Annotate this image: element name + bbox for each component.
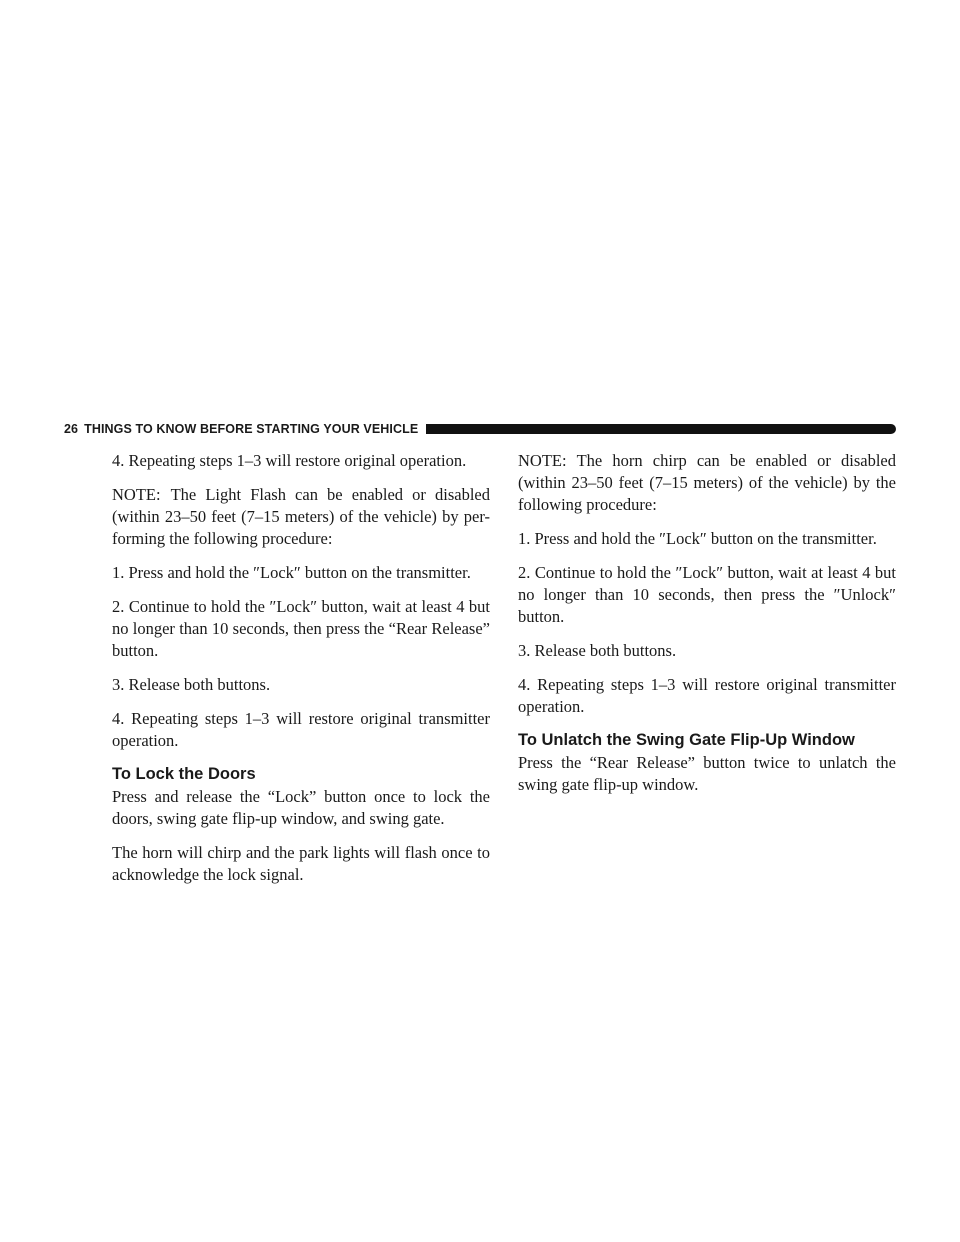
note-label: NOTE: [518, 451, 567, 470]
lock-doors-heading: To Lock the Doors [112, 765, 256, 783]
step-2: 2. Continue to hold the ″Lock″ button, wait at least 4 but no longer than 10 seconds, then press the ″Unlock″ button. [518, 563, 896, 626]
step-2: 2. Continue to hold the ″Lock″ button, wait at least 4 but no longer than 10 seconds, then press the “Rear Release” button. [112, 597, 490, 660]
page-header [64, 422, 896, 436]
note-text: The horn chirp can be enabled or disabled (within 23–50 feet (7–15 meters) of the vehicle) by the following procedure: [518, 451, 896, 514]
header-rule [426, 424, 896, 434]
page-number: 26 [64, 422, 79, 436]
right-column [518, 450, 896, 808]
step-1: 1. Press and hold the ″Lock″ button on the transmitter. [518, 529, 877, 548]
note-label: NOTE: [112, 485, 161, 504]
step-3: 3. Release both buttons. [518, 641, 677, 660]
unlatch-window-text: Press the “Rear Release” button twice to unlatch the swing gate flip-up window. [518, 753, 896, 794]
step-4: 4. Repeating steps 1–3 will restore original transmitter operation. [112, 709, 490, 750]
unlatch-window-heading: To Unlatch the Swing Gate Flip-Up Window [518, 731, 855, 749]
restore-operation-text: 4. Repeating steps 1–3 will restore original operation. [112, 451, 467, 470]
horn-chirp-note [518, 450, 896, 516]
left-column [112, 450, 490, 898]
step-1: 1. Press and hold the ″Lock″ button on the transmitter. [112, 563, 471, 582]
light-flash-note [112, 484, 490, 550]
step-4: 4. Repeating steps 1–3 will restore original transmitter operation. [518, 675, 896, 716]
step-3: 3. Release both buttons. [112, 675, 271, 694]
section-title: THINGS TO KNOW BEFORE STARTING YOUR VEHICLE [84, 422, 419, 436]
lock-doors-text: Press and release the “Lock” button once to lock the doors, swing gate flip-up window, and swing gate. [112, 787, 490, 828]
lock-ack-text: The horn will chirp and the park lights will flash once to acknowledge the lock signal. [112, 843, 490, 884]
note-text: The Light Flash can be enabled or disabled (within 23–50 feet (7–15 meters) of the vehicle) by per-forming the following procedure: [112, 485, 490, 548]
